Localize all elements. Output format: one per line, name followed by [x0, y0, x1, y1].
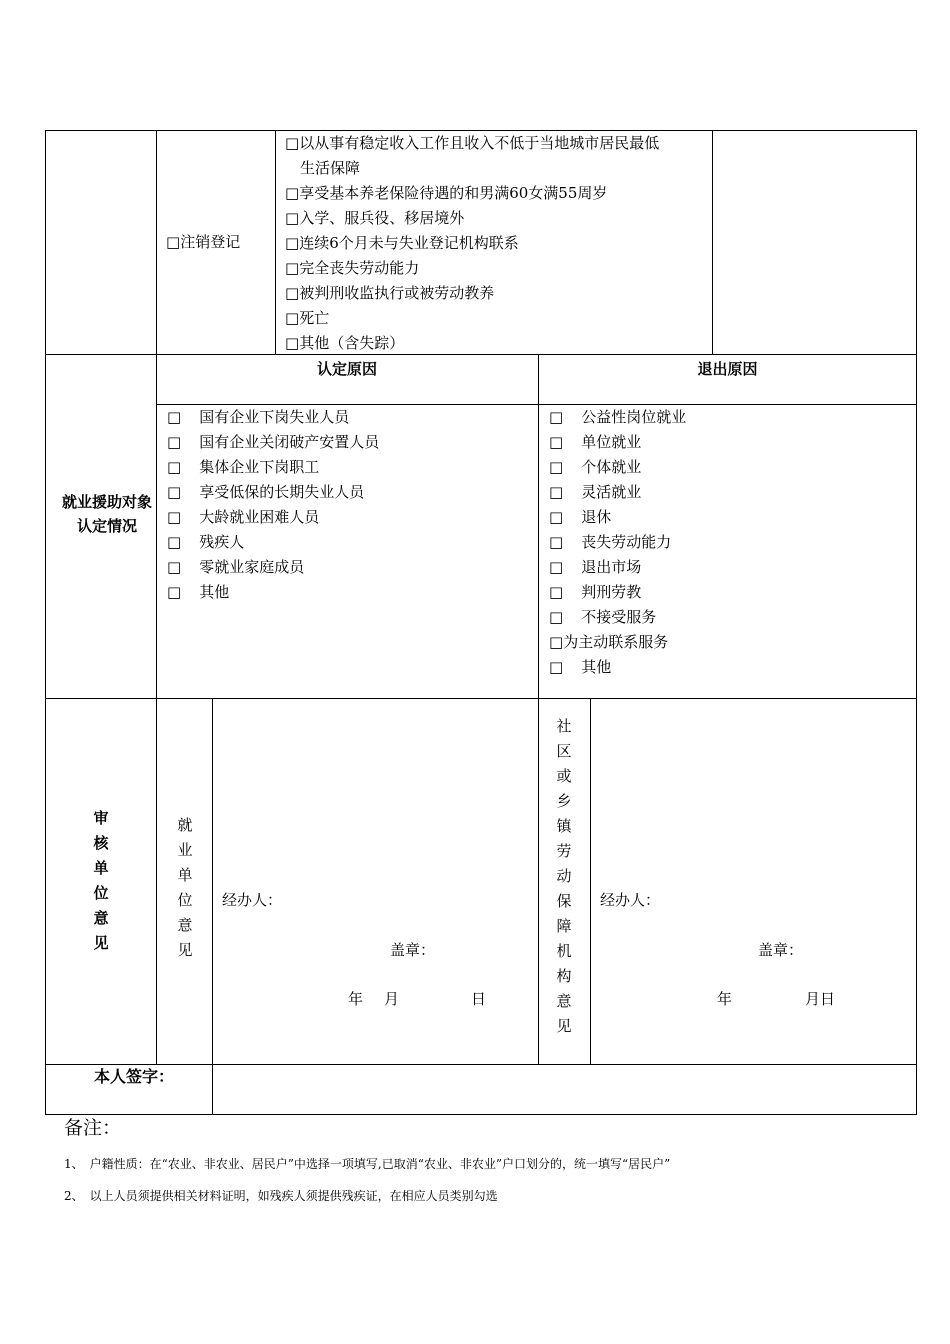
checkbox-icon: □ [549, 558, 564, 576]
exit-reason-header: 退出原因 [697, 360, 758, 378]
cancel-reason-item[interactable]: □连续6个月未与失业登记机构联系 [285, 231, 519, 256]
checkbox-icon: □ [167, 558, 182, 576]
column-divider [156, 130, 157, 1065]
exit-reason-item[interactable]: □为主动联系服务 [549, 633, 669, 651]
exit-reason-item[interactable]: □ 公益性岗位就业 [549, 408, 687, 426]
checkbox-icon: □ [285, 284, 300, 302]
checkbox-icon: □ [167, 458, 182, 476]
checkbox-icon: □ [167, 483, 182, 501]
table-border-right [916, 130, 917, 1115]
checkbox-icon: □ [285, 134, 300, 152]
cancel-reason-item[interactable]: □被判刑收监执行或被劳动教养 [285, 281, 494, 306]
notes-title: 备注： [64, 1117, 122, 1139]
checkbox-icon: □ [285, 309, 300, 327]
review-row-label: 审核单位意见 [93, 809, 109, 952]
exit-reason-item[interactable]: □ 判刑劳教 [549, 583, 642, 601]
column-divider [275, 130, 276, 355]
employer-date-month: 月 [384, 990, 400, 1008]
assist-row-label: 就业援助对象认定情况 [62, 493, 153, 535]
community-opinion-label: 社区或乡镇劳动保障机构意见 [556, 717, 572, 1035]
community-date-month-day: 月日 [805, 990, 836, 1008]
note-item: 2、 以上人员须提供相关材料证明，如残疾人须提供残疾证，在相应人员类别勾选 [64, 1189, 498, 1203]
checkbox-icon: □ [549, 483, 564, 501]
employer-stamp-label[interactable]: 盖章： [390, 941, 436, 959]
confirm-reason-item[interactable]: □ 集体企业下岗职工 [167, 458, 320, 476]
checkbox-icon: □ [285, 334, 300, 352]
employer-opinion-label: 就业单位意见 [177, 816, 193, 959]
table-border-bottom [45, 1114, 917, 1115]
exit-reason-item[interactable]: □ 退休 [549, 508, 612, 526]
confirm-reason-header: 认定原因 [316, 360, 377, 378]
note-item: 1、 户籍性质：在“农业、非农业、居民户”中选择一项填写,已取消“农业、非农业”户口划分的，统一填写“居民户” [64, 1157, 671, 1171]
exit-reason-item[interactable]: □ 个体就业 [549, 458, 642, 476]
signature-field[interactable] [214, 1066, 914, 1112]
checkbox-icon: □ [167, 433, 182, 451]
exit-reason-item[interactable]: □ 灵活就业 [549, 483, 642, 501]
checkbox-icon: □ [167, 508, 182, 526]
exit-reason-item[interactable]: □ 单位就业 [549, 433, 642, 451]
cancel-reason-item[interactable]: □死亡 [285, 306, 329, 331]
cancel-reason-item[interactable]: □其他（含失踪） [285, 331, 404, 356]
cancel-reason-item[interactable]: □入学、服兵役、移居境外 [285, 206, 464, 231]
checkbox-icon: □ [549, 608, 564, 626]
row-divider [45, 698, 917, 699]
checkbox-icon: □ [285, 259, 300, 277]
cancel-registration-checkbox[interactable] [166, 230, 240, 255]
confirm-reason-item[interactable]: □ 国有企业关闭破产安置人员 [167, 433, 380, 451]
cancel-reason-continuation: 生活保障 [300, 159, 361, 177]
exit-reason-item[interactable]: □ 丧失劳动能力 [549, 533, 672, 551]
confirm-reason-item[interactable]: □ 残疾人 [167, 533, 245, 551]
confirm-reason-item[interactable]: □ 其他 [167, 583, 230, 601]
column-divider [212, 698, 213, 1115]
checkbox-icon: □ [167, 583, 182, 601]
employer-date-year: 年 [348, 990, 364, 1008]
cancel-registration-label: 注销登记 [180, 233, 241, 251]
confirm-reason-item[interactable]: □ 国有企业下岗失业人员 [167, 408, 350, 426]
checkbox-icon: □ [167, 533, 182, 551]
cancel-reason-item[interactable]: □完全丧失劳动能力 [285, 256, 419, 281]
checkbox-icon: □ [285, 234, 300, 252]
checkbox-icon: □ [549, 433, 564, 451]
exit-reason-item[interactable]: □ 其他 [549, 658, 612, 676]
cancel-reason-item[interactable]: □享受基本养老保险待遇的和男满60女满55周岁 [285, 181, 607, 206]
confirm-reason-item[interactable]: □ 零就业家庭成员 [167, 558, 305, 576]
checkbox-icon: □ [549, 408, 564, 426]
checkbox-icon: □ [549, 633, 564, 651]
employer-handler-label[interactable]: 经办人： [222, 891, 283, 909]
checkbox-icon: □ [285, 184, 300, 202]
checkbox-icon: □ [167, 408, 182, 426]
confirm-reason-item[interactable]: □ 大龄就业困难人员 [167, 508, 320, 526]
column-divider [712, 130, 713, 355]
cancel-reason-item[interactable]: □以从事有稳定收入工作且收入不低于当地城市居民最低 [285, 131, 659, 156]
checkbox-icon: □ [549, 533, 564, 551]
checkbox-icon: □ [549, 508, 564, 526]
checkbox-icon: □ [549, 658, 564, 676]
row-divider [45, 1064, 917, 1065]
checkbox-icon: □ [549, 458, 564, 476]
employer-date-day: 日 [471, 990, 487, 1008]
checkbox-icon: □ [166, 233, 181, 251]
table-border-left [45, 130, 46, 1115]
community-stamp-label[interactable]: 盖章： [758, 941, 804, 959]
column-divider [590, 698, 591, 1065]
row-divider [45, 354, 917, 355]
column-divider [538, 354, 539, 1065]
confirm-reason-item[interactable]: □ 享受低保的长期失业人员 [167, 483, 365, 501]
community-date-year: 年 [717, 990, 733, 1008]
exit-reason-item[interactable]: □ 不接受服务 [549, 608, 657, 626]
signature-label: 本人签字： [94, 1067, 175, 1086]
exit-reason-item[interactable]: □ 退出市场 [549, 558, 642, 576]
checkbox-icon: □ [285, 209, 300, 227]
checkbox-icon: □ [549, 583, 564, 601]
community-handler-label[interactable]: 经办人： [600, 891, 661, 909]
